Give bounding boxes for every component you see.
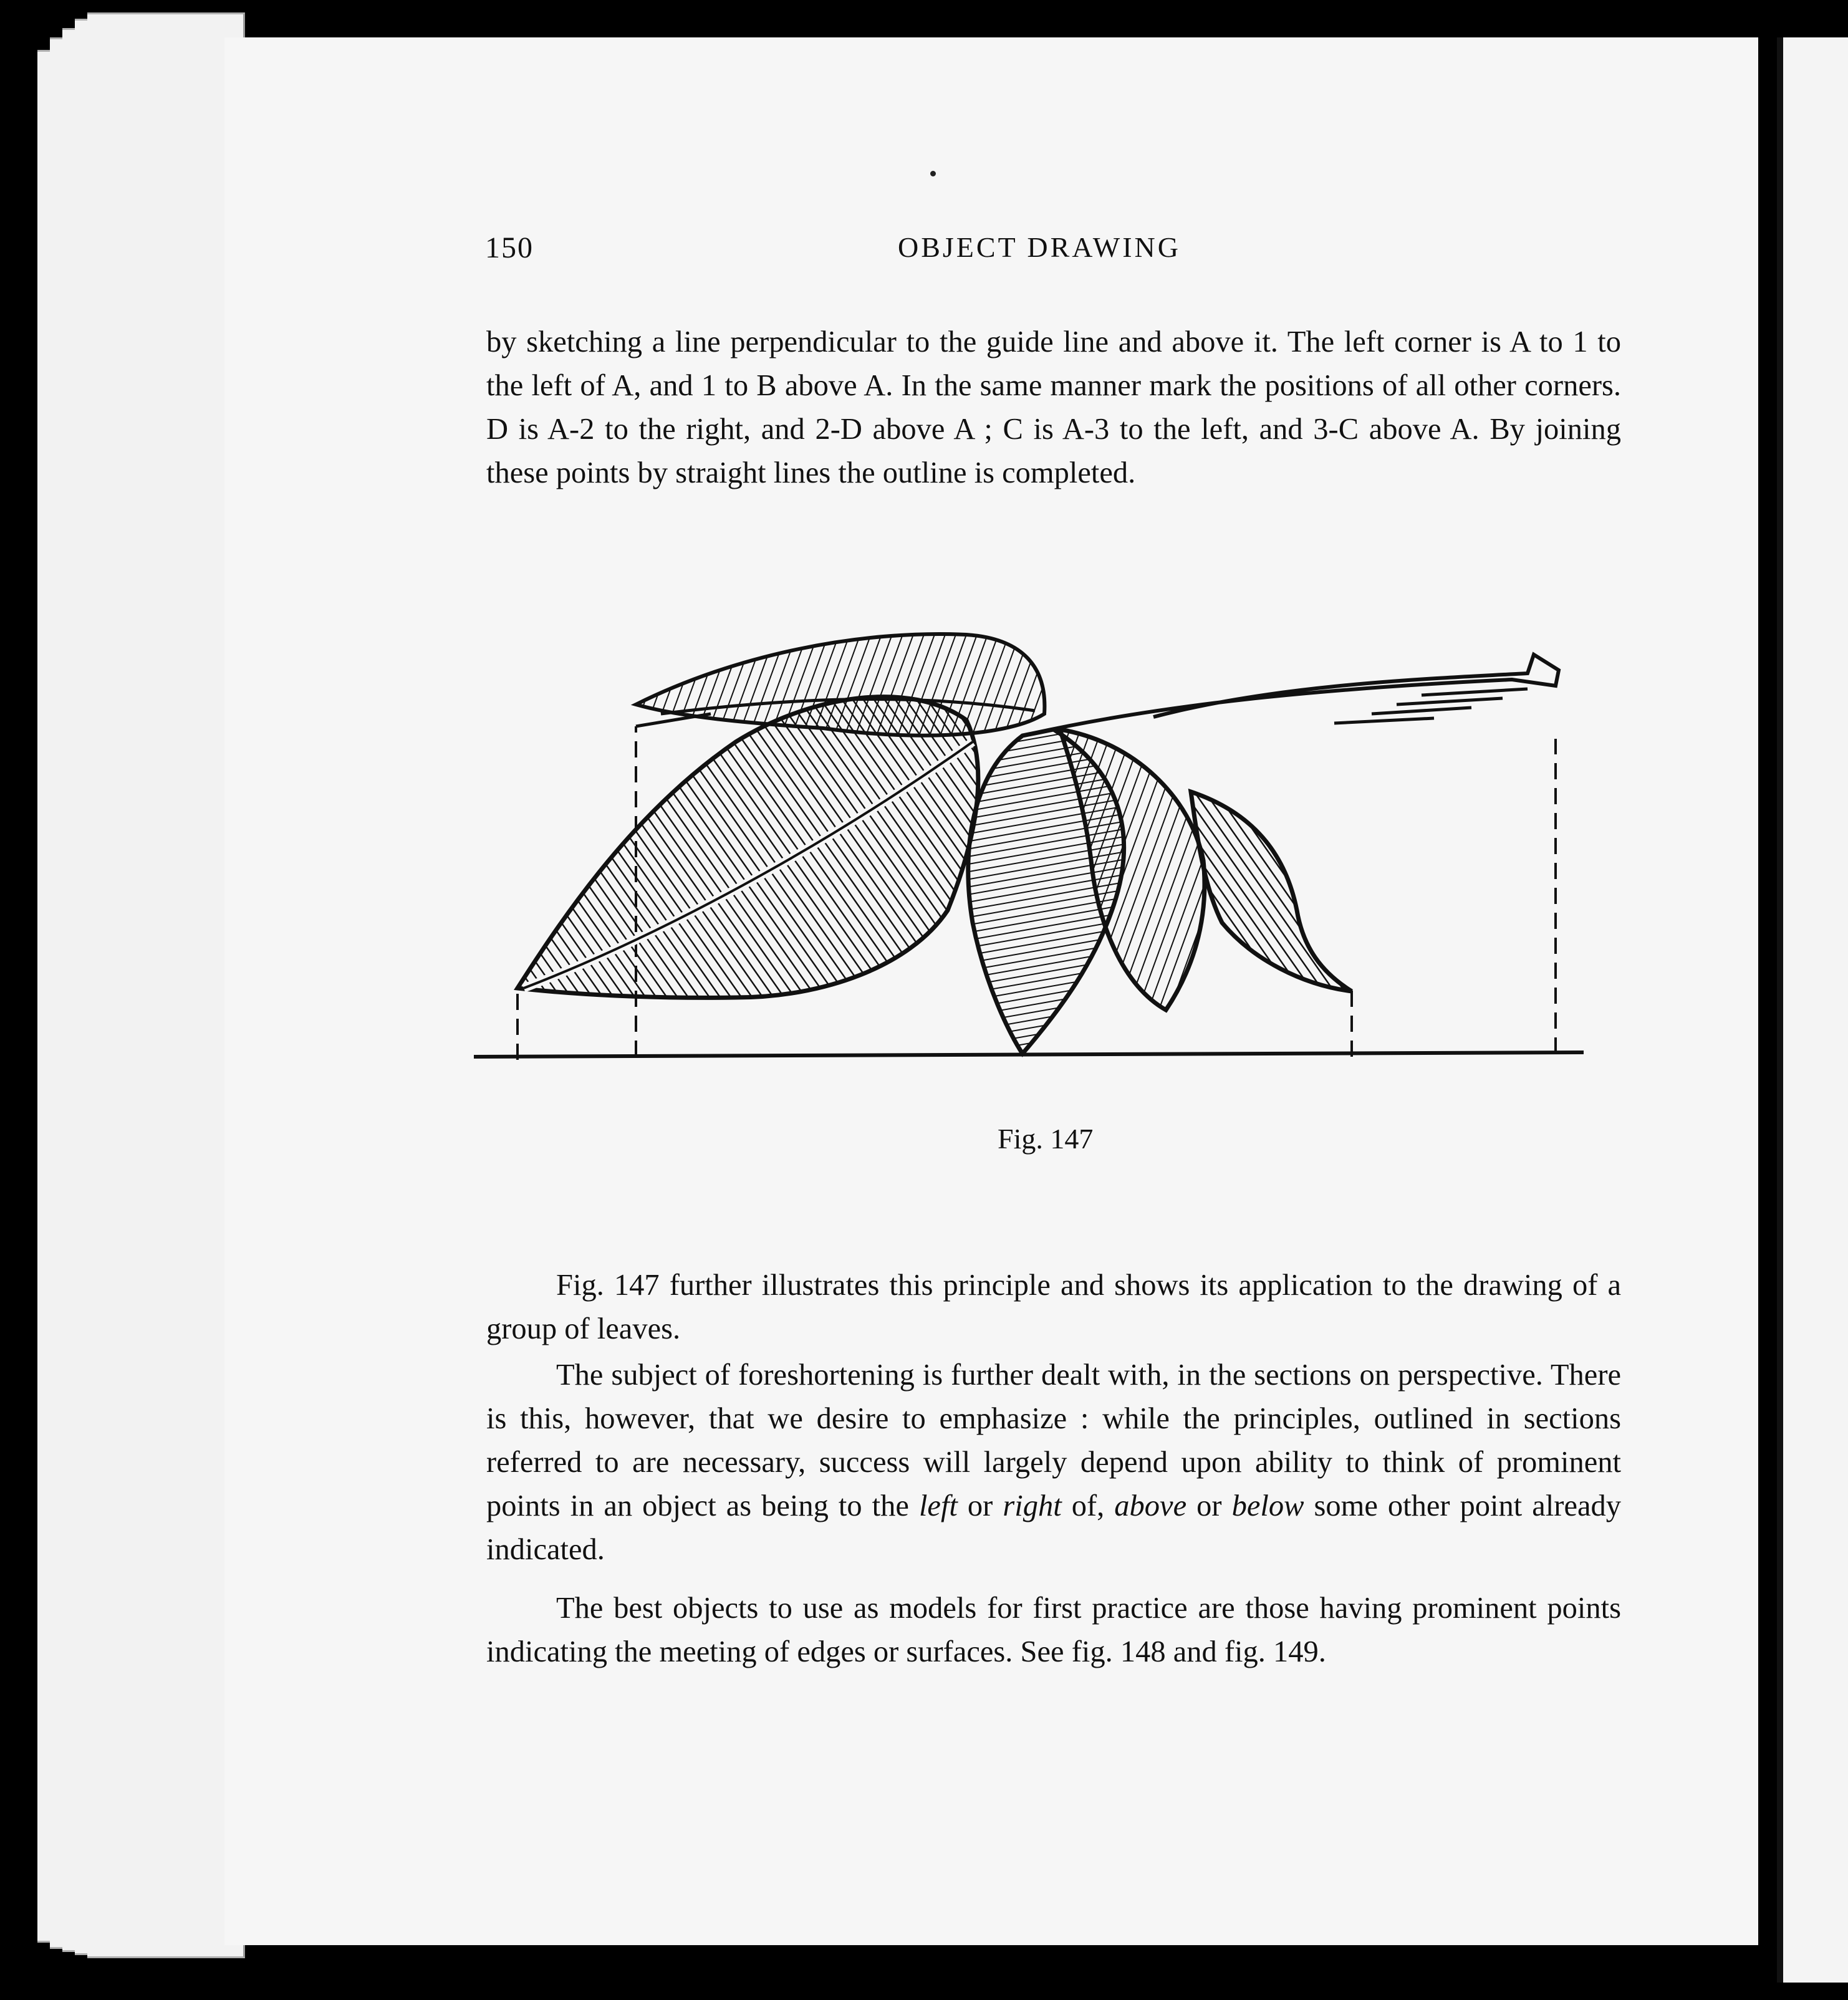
emphasis-above: above bbox=[1114, 1489, 1187, 1522]
stem bbox=[1023, 655, 1559, 736]
facing-page-edge bbox=[1777, 37, 1848, 1983]
book-page-edges bbox=[37, 12, 243, 1958]
running-head bbox=[224, 231, 1758, 281]
figure-caption: Fig. 147 bbox=[998, 1123, 1094, 1155]
leaf-group-illustration bbox=[474, 586, 1596, 1103]
paragraph-3 bbox=[486, 1353, 1621, 1572]
paragraph-3-text-e: some other point already indicated. bbox=[486, 1489, 1621, 1566]
paragraph-3-text-d: or bbox=[1186, 1489, 1232, 1522]
paragraph-3-text-a: The subject of foreshortening is further dealt with, in the sections on perspective. There is this, however, that we desire to emphasize : while the principles, outlined in sections referred to are necessary, success will largely depend upon ability to think of prominent points in an object as being to the bbox=[486, 1358, 1621, 1522]
emphasis-left: left bbox=[918, 1489, 958, 1522]
paragraph-2: Fig. 147 further illustrates this principle and shows its application to the drawing of a group of leaves. bbox=[486, 1268, 1621, 1345]
paragraph-4: The best objects to use as models for first practice are those having prominent points indicating the meeting of edges or surfaces. See fig. 148 and fig. 149. bbox=[486, 1591, 1621, 1668]
paragraph-3-text-b: or bbox=[957, 1489, 1003, 1522]
emphasis-below: below bbox=[1231, 1489, 1304, 1522]
running-head-title: OBJECT DRAWING bbox=[898, 231, 1181, 263]
emphasis-right: right bbox=[1003, 1489, 1062, 1522]
paragraph-1: by sketching a line perpendicular to the guide line and above it. The left corner is A to 1 to the left of A, and 1 to B above A. In the same manner mark the positions of all other corners. D is A-2 to the right, and 2-D above A ; C is A-3 to the left, and 3-C above A. By joining these points by straight lines the outline is completed. bbox=[486, 325, 1621, 489]
page-number: 150 bbox=[485, 231, 534, 264]
back-leaf bbox=[1191, 792, 1352, 991]
page-speck bbox=[930, 171, 936, 176]
book-page bbox=[224, 37, 1758, 1945]
ground-line bbox=[474, 1052, 1584, 1057]
left-leaf bbox=[517, 697, 978, 998]
paragraph-3-text-c: of, bbox=[1061, 1489, 1115, 1522]
